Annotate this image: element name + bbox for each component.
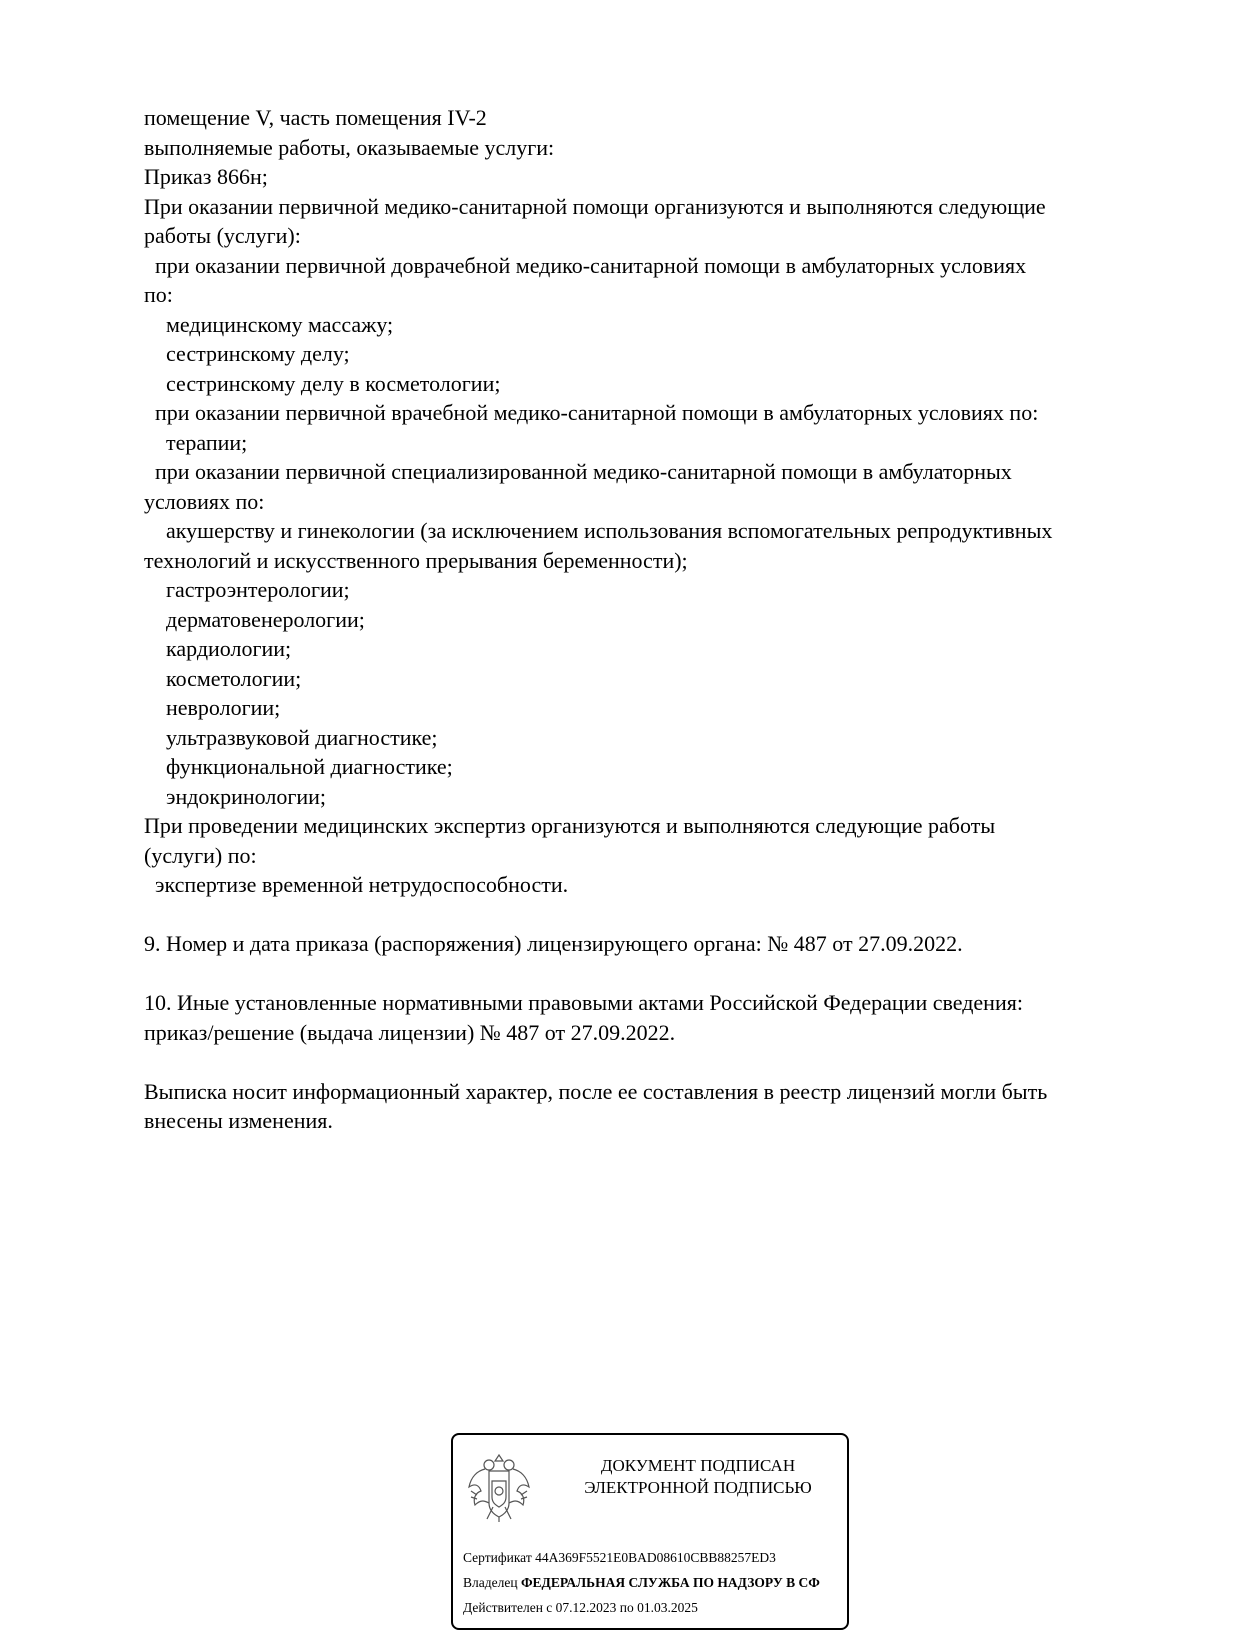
text-line: неврологии; [144,695,281,720]
text-line: кардиологии; [144,636,292,661]
text-line: (услуги) по: [144,842,257,868]
blank-line [144,900,1154,930]
stamp-title-line2: ЭЛЕКТРОННОЙ ПОДПИСЬЮ [584,1478,812,1497]
text-line: 9. Номер и дата приказа (распоряжения) лицензирующего органа: № 487 от 27.09.2022. [144,931,963,956]
document-body [144,103,1154,1136]
text-line: при оказании первичной доврачебной медико-санитарной помощи в амбулаторных условиях [144,252,1027,278]
owner-label: Владелец [463,1575,518,1590]
stamp-title [553,1455,843,1499]
text-line: 10. Иные установленные нормативными правовыми актами Российской Федерации сведения: [144,990,1023,1015]
coat-of-arms-icon [465,1447,533,1523]
text-line: внесены изменения. [144,1108,333,1133]
text-line: При оказании первичной медико-санитарной помощи организуются и выполняются следующие [144,193,1046,219]
text-line: при оказании первичной врачебной медико-санитарной помощи в амбулаторных условиях по: [144,400,1039,425]
text-line: эндокринологии; [144,783,327,809]
text-line: по: [144,282,173,307]
text-line: выполняемые работы, оказываемые услуги: [144,134,555,160]
text-line: приказ/решение (выдача лицензии) № 487 от 27.09.2022. [144,1019,676,1045]
text-line: сестринскому делу в косметологии; [144,370,501,396]
electronic-signature-stamp [451,1433,849,1630]
text-line: ультразвуковой диагностике; [144,724,438,750]
text-line: Выписка носит информационный характер, после ее составления в реестр лицензий могли быть [144,1078,1048,1104]
text-line: Приказ 866н; [144,164,268,189]
text-line: работы (услуги): [144,223,301,248]
text-line: медицинскому массажу; [144,311,394,337]
certificate-line: Сертификат 44A369F5521E0BAD08610CBB88257ED3 [463,1550,776,1565]
text-line: экспертизе временной нетрудоспособности. [144,872,569,897]
owner-value: ФЕДЕРАЛЬНАЯ СЛУЖБА ПО НАДЗОРУ В СФ [520,1575,820,1590]
blank-line [144,959,1154,989]
stamp-title-line1: ДОКУМЕНТ ПОДПИСАН [600,1456,796,1475]
text-line: технологий и искусственного прерывания беременности); [144,547,688,573]
blank-line [144,1047,1154,1077]
text-line: условиях по: [144,488,265,514]
text-line: дерматовенерологии; [144,606,365,632]
owner-line [463,1570,820,1595]
text-line: косметологии; [144,665,302,691]
text-line: функциональной диагностике; [144,754,453,779]
text-line: акушерству и гинекологии (за исключением использования вспомогательных репродуктивных [144,518,1053,543]
text-line: терапии; [144,429,248,455]
text-line: гастроэнтерологии; [144,577,350,602]
text-line: при оказании первичной специализированной медико-санитарной помощи в амбулаторных [144,459,1012,484]
text-line: сестринскому делу; [144,341,350,366]
text-line: При проведении медицинских экспертиз организуются и выполняются следующие работы [144,813,996,838]
stamp-info [463,1545,820,1620]
validity-line: Действителен с 07.12.2023 по 01.03.2025 [463,1600,698,1615]
text-line: помещение V, часть помещения IV-2 [144,105,487,130]
